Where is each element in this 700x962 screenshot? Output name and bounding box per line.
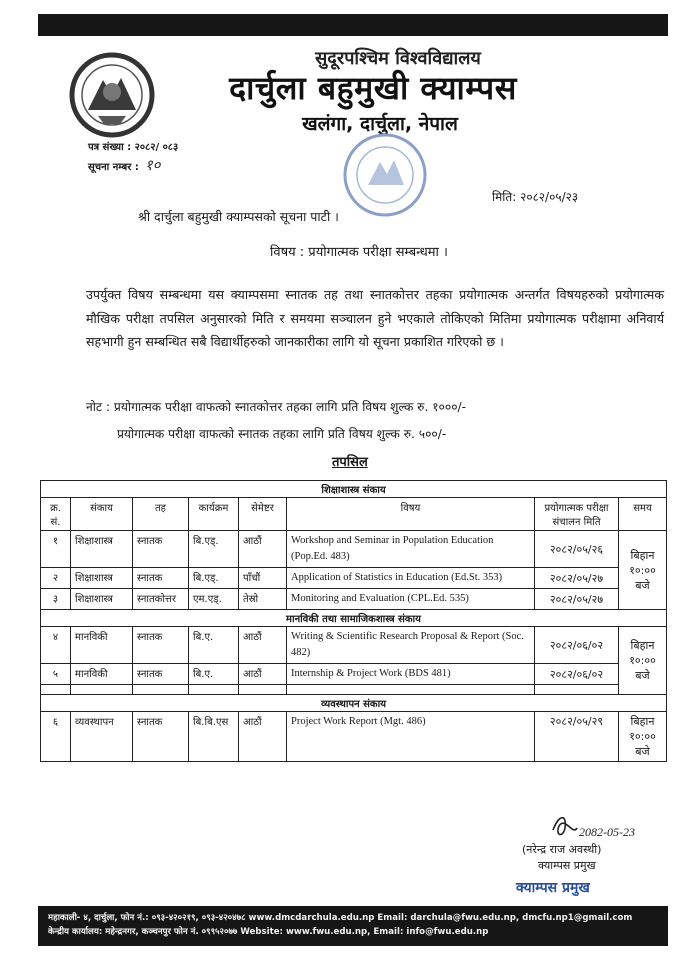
cell-sn: ३ (41, 589, 71, 610)
footer-line-2: केन्द्रीय कार्यालय: महेन्द्रनगर, कञ्चनपुर फोन नं. ०९९५२०७७ Website: www.fwu.edu.np, Email: info@fwu.edu.np (48, 927, 489, 937)
campus-address: खलंगा, दार्चुला, नेपाल (302, 113, 458, 135)
campus-name: दार्चुला बहुमुखी क्याम्पस (229, 69, 517, 107)
cell-program: बि.ए. (189, 664, 239, 685)
cell-time: बिहान १०:०० बजे (619, 627, 667, 695)
footer-line-1: महाकाली- ४, दार्चुला, फोन नं.: ०९३-४२०२१९, ०९३-४२०४७८ www.dmcdarchula.edu.np Email: darchula@fwu.edu.np, dmcfu.np1@gmail.com (48, 913, 633, 923)
cell-sn: ५ (41, 664, 71, 685)
cell-faculty: शिक्षाशास्त्र (71, 568, 133, 589)
cell-sn: १ (41, 531, 71, 568)
letter-recipient: श्री दार्चुला बहुमुखी क्याम्पसको सूचना पाटी । (138, 209, 339, 224)
letter-date: मिति: २०८२/०५/२३ (492, 190, 579, 204)
cell-program: बि.ए. (189, 627, 239, 664)
col-header-date: प्रयोगात्मक परीक्षा संचालन मिति (535, 498, 619, 531)
cell-level: स्नातक (133, 531, 189, 568)
letter-subject: विषय : प्रयोगात्मक परीक्षा सम्बन्धमा । (270, 245, 448, 260)
campus-stamp-icon (340, 130, 430, 220)
cell-subject: Workshop and Seminar in Population Education (Pop.Ed. 483) (287, 531, 535, 568)
table-header-row (41, 498, 667, 531)
table-row (41, 627, 667, 664)
notice-number-line (88, 155, 160, 175)
cell-date: २०८२/०५/२७ (535, 589, 619, 610)
cell-sn: ६ (41, 712, 71, 762)
cell-program: बि.एड्. (189, 568, 239, 589)
cell-semester: तेस्रो (239, 589, 287, 610)
table-row (41, 568, 667, 589)
col-header-time: समय (619, 498, 667, 531)
cell-semester: आठौं (239, 664, 287, 685)
cell-sn: २ (41, 568, 71, 589)
cell-faculty: मानविकी (71, 627, 133, 664)
table-row (41, 712, 667, 762)
cell-faculty: मानविकी (71, 664, 133, 685)
col-header-level: तह (133, 498, 189, 531)
cell-level: स्नातक (133, 568, 189, 589)
cell-semester: आठौं (239, 531, 287, 568)
top-bar (38, 14, 668, 36)
cell-level: स्नातक (133, 627, 189, 664)
cell-level: स्नातकोत्तर (133, 589, 189, 610)
table-row-empty (41, 685, 667, 695)
col-header-subject: विषय (287, 498, 535, 531)
cell-date: २०८२/०५/२९ (535, 712, 619, 762)
fee-note-bachelors: प्रयोगात्मक परीक्षा वाफत्को स्नातक तहका लागि प्रति विषय शुल्क रु. ५००/- (117, 427, 447, 441)
university-name: सुदूरपश्चिम विश्वविद्यालय (315, 48, 481, 69)
cell-faculty: व्यवस्थापन (71, 712, 133, 762)
notice-number-label: सूचना नम्बर : (88, 162, 139, 173)
section-title: मानविकी तथा सामाजिकशास्त्र संकाय (41, 610, 667, 627)
title-stamp: क्याम्पस प्रमुख (516, 880, 590, 896)
reference-number: पत्र संख्या : २०८२/ ०८३ (88, 142, 179, 153)
cell-date: २०८२/०५/२६ (535, 531, 619, 568)
footer-bar (38, 906, 668, 946)
cell-program: बि.बि.एस (189, 712, 239, 762)
col-header-sn: क्र. सं. (41, 498, 71, 531)
cell-program: एम.एड्. (189, 589, 239, 610)
section-title: व्यवस्थापन संकाय (41, 695, 667, 712)
cell-program: बि.एड्. (189, 531, 239, 568)
table-row (41, 664, 667, 685)
cell-date: २०८२/०५/२७ (535, 568, 619, 589)
schedule-heading: तपसिल (332, 455, 368, 470)
cell-semester: आठौं (239, 712, 287, 762)
cell-time: बिहान १०:०० बजे (619, 712, 667, 762)
notice-number-value: १० (144, 156, 161, 174)
cell-subject: Application of Statistics in Education (Ed.St. 353) (287, 568, 535, 589)
university-seal-icon (58, 50, 166, 140)
exam-schedule-table (40, 480, 667, 762)
cell-subject: Project Work Report (Mgt. 486) (287, 712, 535, 762)
letter-body: उपर्युक्त विषय सम्बन्धमा यस क्याम्पसमा स्नातक तह तथा स्नातकोत्तर तहका प्रयोगात्मक अन्तर्गत विषयहरुको प्रयोगात्मक मौखिक परीक्षा तपसिल अनुसारको मिति र समयमा सञ्चालन हुने भएकाले तोकिएको मितिमा प्रयोगात्मक परीक्षामा अनिवार्य सहभागी हुन सम्बन्धित सबै विद्यार्थीहरुको जानकारीका लागि यो सूचना प्रकाशित गरिएको छ । (86, 287, 664, 349)
cell-date: २०८२/०६/०२ (535, 627, 619, 664)
cell-semester: पाँचौं (239, 568, 287, 589)
cell-subject: Monitoring and Evaluation (CPL.Ed. 535) (287, 589, 535, 610)
col-header-semester: सेमेष्टर (239, 498, 287, 531)
cell-level: स्नातक (133, 664, 189, 685)
signatory-name: (नरेन्द्र राज अवस्थी) (522, 843, 602, 856)
cell-subject: Writing & Scientific Research Proposal & Report (Soc. 482) (287, 627, 535, 664)
col-header-program: कार्यक्रम (189, 498, 239, 531)
cell-level: स्नातक (133, 712, 189, 762)
fee-note-masters: नोट : प्रयोगात्मक परीक्षा वाफत्को स्नातकोत्तर तहका लागि प्रति विषय शुल्क रु. १०००/- (86, 400, 467, 414)
cell-faculty: शिक्षाशास्त्र (71, 531, 133, 568)
col-header-faculty: संकाय (71, 498, 133, 531)
cell-sn: ४ (41, 627, 71, 664)
section-title: शिक्षाशास्त्र संकाय (41, 481, 667, 498)
table-row (41, 589, 667, 610)
cell-subject: Internship & Project Work (BDS 481) (287, 664, 535, 685)
signature-date: 2082-05-23 (579, 825, 635, 839)
signatory-title: क्याम्पस प्रमुख (538, 859, 596, 872)
cell-semester: आठौं (239, 627, 287, 664)
cell-faculty: शिक्षाशास्त्र (71, 589, 133, 610)
table-row (41, 531, 667, 568)
cell-date: २०८२/०६/०२ (535, 664, 619, 685)
cell-time: बिहान १०:०० बजे (619, 531, 667, 610)
